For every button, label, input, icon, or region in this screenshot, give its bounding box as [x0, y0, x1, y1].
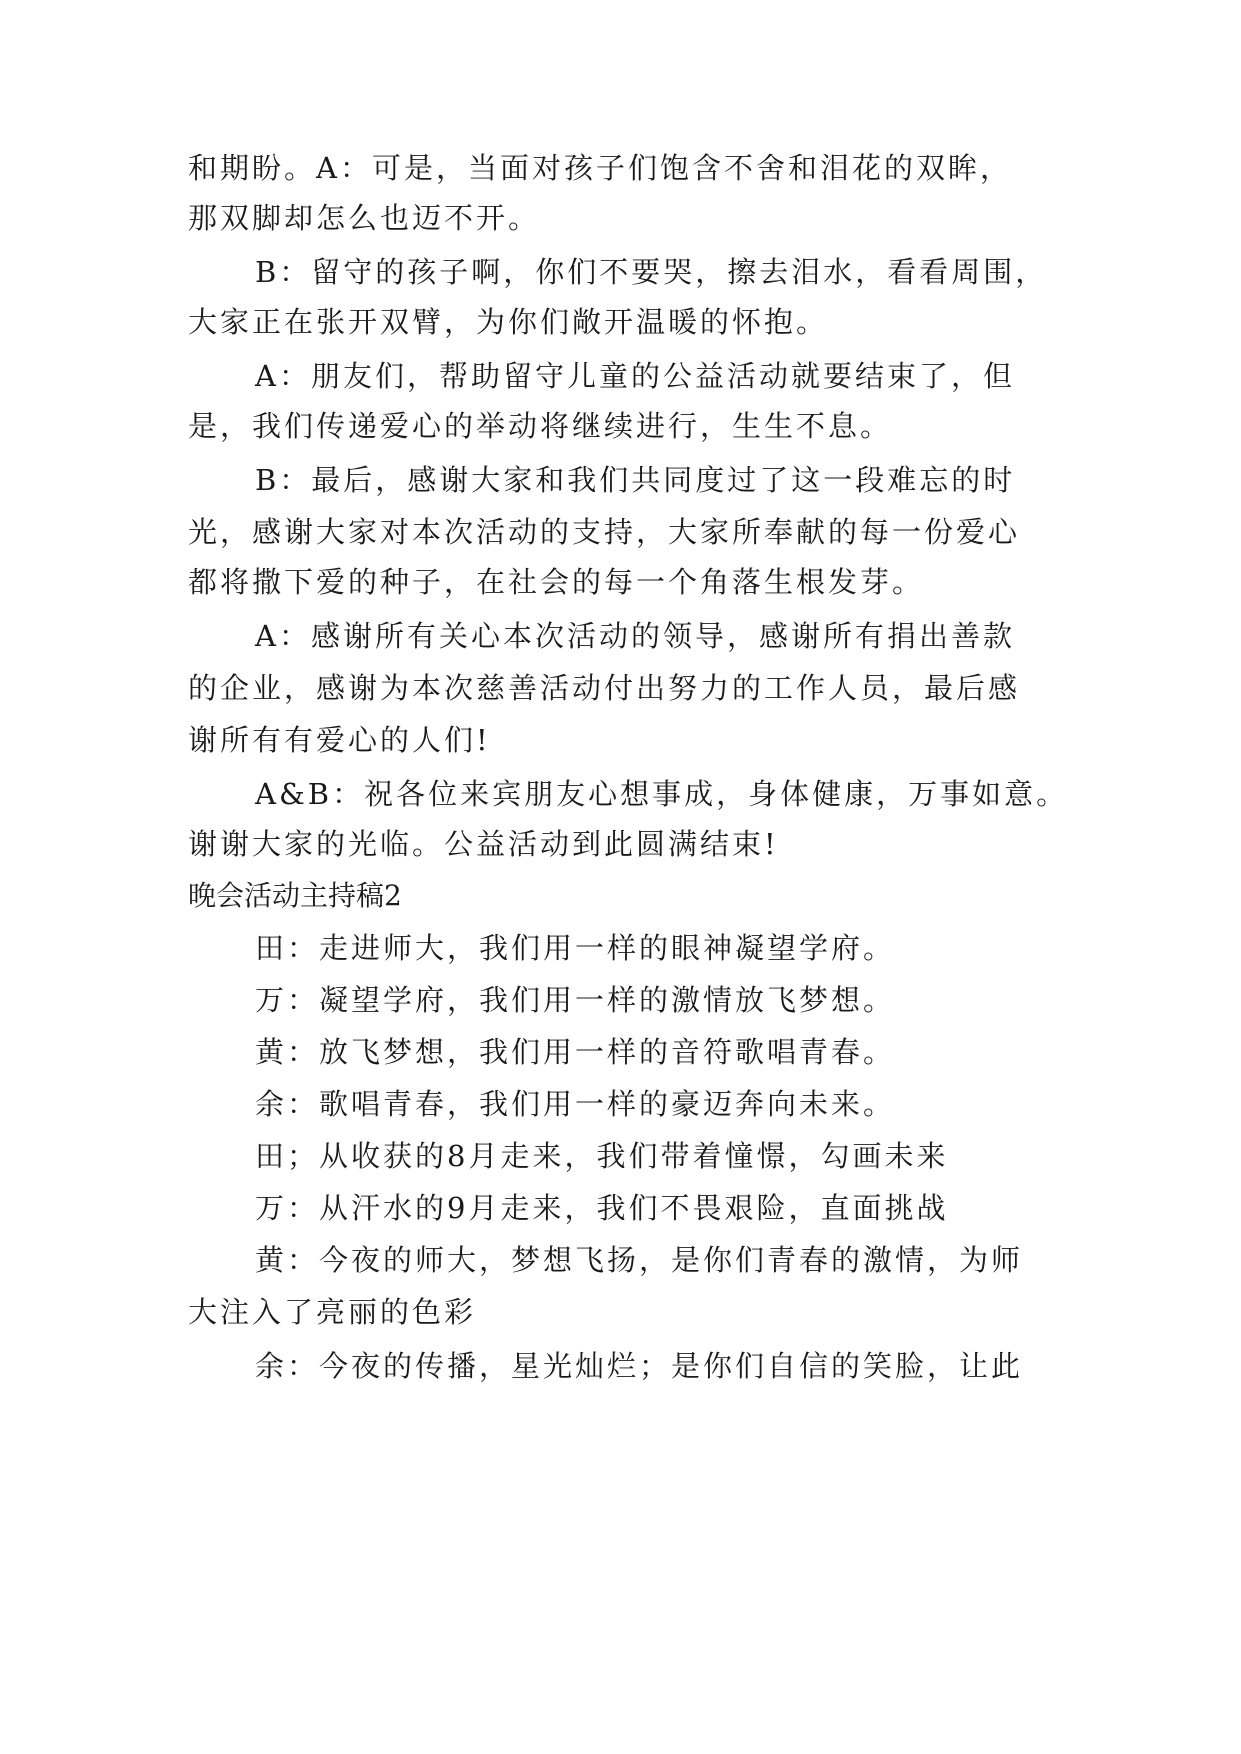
text-line: 都将撒下爱的种子，在社会的每一个角落生根发芽。 [188, 565, 925, 599]
dialogue-line: 田；从收获的8月走来，我们带着憧憬，勾画未来 [255, 1139, 949, 1173]
dialogue-line: 黄：放飞梦想，我们用一样的音符歌唱青春。 [255, 1035, 896, 1069]
text-line: 谢谢大家的光临。公益活动到此圆满结束! [188, 827, 779, 861]
text-line: 的企业，感谢为本次慈善活动付出努力的工作人员，最后感 [188, 671, 1021, 705]
text-line: 是，我们传递爱心的举动将继续进行，生生不息。 [188, 409, 893, 443]
section-heading: 晚会活动主持稿2 [188, 879, 402, 912]
text-line: A：朋友们，帮助留守儿童的公益活动就要结束了，但 [255, 359, 1015, 393]
text-line: A：感谢所有关心本次活动的领导，感谢所有捐出善款 [255, 619, 1015, 653]
text-line: 和期盼。A：可是，当面对孩子们饱含不舍和泪花的双眸， [188, 151, 1012, 185]
text-line: 光，感谢大家对本次活动的支持，大家所奉献的每一份爱心 [188, 515, 1021, 549]
text-line: 谢所有有爱心的人们! [188, 723, 491, 757]
text-line: B：最后，感谢大家和我们共同度过了这一段难忘的时 [255, 463, 1016, 497]
text-line: 那双脚却怎么也迈不开。 [188, 201, 541, 235]
dialogue-line: 余：歌唱青春，我们用一样的豪迈奔向未来。 [255, 1087, 896, 1121]
dialogue-line: 万：从汗水的9月走来，我们不畏艰险，直面挑战 [255, 1191, 949, 1225]
text-line: 大注入了亮丽的色彩 [188, 1295, 477, 1329]
dialogue-line: 万：凝望学府，我们用一样的激情放飞梦想。 [255, 983, 896, 1017]
text-line: B：留守的孩子啊，你们不要哭，擦去泪水，看看周围， [255, 255, 1048, 289]
text-line: 大家正在张开双臂，为你们敞开温暖的怀抱。 [188, 305, 829, 339]
text-line: A&B：祝各位来宾朋友心想事成，身体健康，万事如意。 [255, 777, 1069, 811]
dialogue-line: 余：今夜的传播，星光灿烂；是你们自信的笑脸，让此 [255, 1349, 1024, 1383]
dialogue-line: 黄：今夜的师大，梦想飞扬，是你们青春的激情，为师 [255, 1243, 1024, 1277]
dialogue-line: 田：走进师大，我们用一样的眼神凝望学府。 [255, 931, 896, 965]
